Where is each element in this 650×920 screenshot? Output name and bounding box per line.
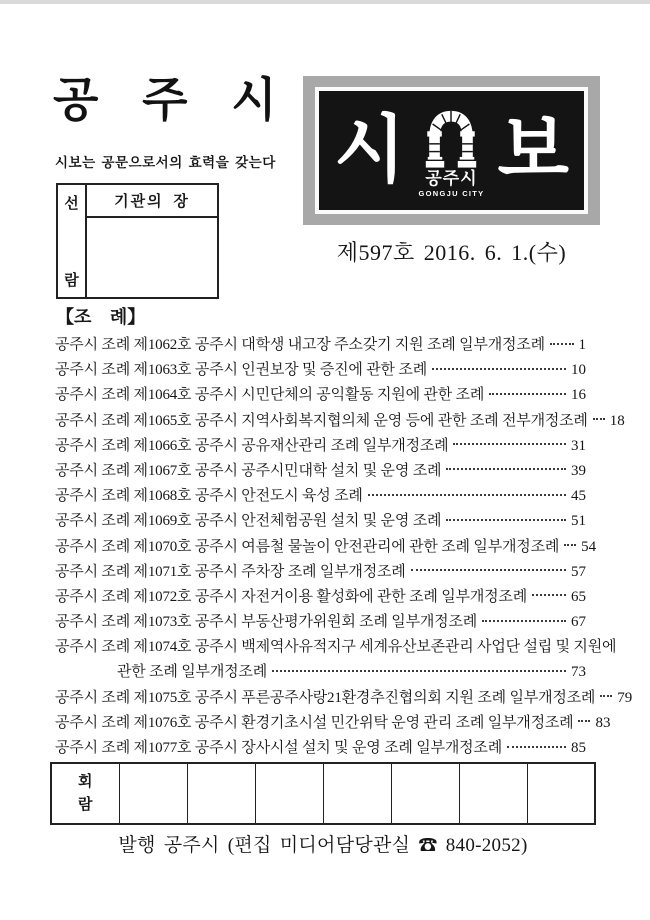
toc-entry-text: 공주시 조례 제1072호 공주시 자전거이용 활성화에 관한 조례 일부개정조례	[55, 588, 528, 605]
review-stamp-right	[87, 185, 217, 297]
toc-entry	[55, 610, 586, 635]
toc-entry	[55, 358, 586, 383]
toc-entry-page: 18	[609, 412, 625, 429]
circulation-empty-cell	[255, 763, 323, 824]
toc-entry-page: 10	[571, 362, 586, 379]
toc-entry-page: 65	[571, 588, 586, 605]
toc-entry-text: 공주시 조례 제1066호 공주시 공유재산관리 조례 일부개정조례	[55, 437, 449, 454]
toc-entry-page: 54	[581, 538, 597, 555]
toc-entry	[55, 333, 586, 358]
logo-right-char: 보	[497, 109, 569, 192]
toc-entry-text: 공주시 조례 제1075호 공주시 푸른공주사랑21환경추진협의회 지원 조례 일부개정조례	[55, 689, 596, 706]
circulation-empty-cell	[391, 763, 459, 824]
circulation-empty-cell	[527, 763, 595, 824]
dot-leader	[368, 494, 566, 496]
circulation-empty-cell	[323, 763, 391, 824]
review-label-char-bottom: 람	[64, 273, 79, 289]
publisher-footer: 발행 공주시 (편집 미디어담당관실 ☎ 840-2052)	[118, 835, 528, 856]
page-title: 공 주 시	[53, 75, 287, 127]
toc-entry	[55, 509, 586, 534]
toc-entry-text: 공주시 조례 제1073호 공주시 부동산평가위원회 조례 일부개정조례	[55, 614, 478, 631]
dot-leader	[482, 620, 566, 622]
circulation-box	[50, 762, 596, 825]
toc-entry-text: 공주시 조례 제1065호 공주시 지역사회복지협의체 운영 등에 관한 조례 전부개정조례	[55, 412, 588, 429]
toc-entry	[55, 383, 586, 408]
toc-entry-text: 공주시 조례 제1069호 공주시 안전체험공원 설치 및 운영 조례	[55, 513, 442, 530]
dot-leader	[564, 544, 576, 546]
toc-entry-text: 공주시 조례 제1076호 공주시 환경기초시설 민간위탁 운영 관리 조례 일부개정조례	[55, 714, 574, 731]
toc-entry-page: 67	[571, 614, 586, 631]
toc-entry	[55, 635, 617, 660]
circulation-empty-cell	[459, 763, 527, 824]
toc-entry	[55, 409, 625, 434]
review-stamp-box	[56, 183, 219, 299]
dot-leader	[600, 695, 612, 697]
toc-entry-text: 공주시 조례 제1068호 공주시 안전도시 육성 조례	[55, 488, 363, 505]
logo-city-name-kr: 공주시	[425, 169, 478, 189]
toc-entry-text: 공주시 조례 제1063호 공주시 인권보장 및 증진에 관한 조례	[55, 362, 427, 379]
dot-leader	[532, 594, 566, 596]
toc-list	[55, 333, 633, 761]
toc-entry	[55, 686, 633, 711]
toc-entry-page: 51	[571, 513, 586, 530]
arch-gate-icon	[420, 107, 482, 171]
toc-entry-text: 공주시 조례 제1070호 공주시 여름철 물놀이 안전관리에 관한 조례 일부개정조례	[55, 538, 560, 555]
dot-leader	[446, 468, 566, 470]
dot-leader	[507, 746, 566, 748]
toc-entry-page: 39	[571, 462, 586, 479]
toc-section-title: 【조 례】	[56, 307, 146, 327]
scan-edge-strip	[0, 0, 650, 4]
toc-entry-page: 73	[571, 664, 586, 681]
toc-entry-text: 공주시 조례 제1077호 공주시 장사시설 설치 및 운영 조례 일부개정조례	[55, 740, 502, 756]
toc-entry	[55, 560, 586, 585]
toc-entry-page: 1	[578, 337, 586, 353]
circulation-empty-cell	[119, 763, 187, 824]
dot-leader	[432, 368, 566, 370]
toc-entry-text: 공주시 조례 제1064호 공주시 시민단체의 공익활동 지원에 관한 조례	[55, 387, 485, 404]
toc-entry	[55, 484, 586, 509]
review-stamp-empty-cell	[87, 218, 217, 297]
toc-entry	[55, 535, 597, 560]
toc-entry	[55, 459, 586, 484]
logo-city-name-en: GONGJU CITY	[418, 188, 485, 198]
toc-entry-text: 공주시 조례 제1062호 공주시 대학생 내고장 주소갖기 지원 조례 일부개정조례	[55, 337, 545, 353]
masthead-logo-inner	[315, 87, 588, 214]
circulation-label-char: 회	[78, 774, 93, 790]
dot-leader	[411, 569, 566, 571]
dot-leader	[593, 418, 605, 420]
toc-entry-text: 공주시 조례 제1071호 공주시 주차장 조례 일부개정조례	[55, 563, 406, 580]
dot-leader	[550, 343, 574, 345]
toc-entry-text: 관한 조례 일부개정조례	[117, 664, 268, 681]
logo-center-emblem	[419, 107, 485, 198]
toc-entry-continuation	[55, 660, 586, 685]
logo-left-char: 시	[334, 109, 406, 192]
dot-leader	[453, 443, 566, 445]
toc-entry-page: 45	[571, 488, 586, 505]
toc-entry-text: 공주시 조례 제1067호 공주시 공주시민대학 설치 및 운영 조례	[55, 462, 442, 479]
dot-leader	[578, 720, 590, 722]
review-label-char-top: 선	[64, 196, 79, 212]
gazette-tagline: 시보는 공문으로서의 효력을 갖는다	[55, 155, 276, 170]
toc-entry	[55, 711, 611, 736]
dot-leader	[446, 519, 566, 521]
circulation-label-char: 람	[78, 796, 93, 813]
masthead-logo	[303, 76, 600, 225]
review-stamp-header: 기관의 장	[87, 185, 217, 218]
toc-entry-page: 16	[571, 387, 586, 404]
toc-entry	[55, 736, 586, 761]
toc-entry	[55, 434, 586, 459]
circulation-empty-cell	[187, 763, 255, 824]
toc-entry-page: 31	[571, 437, 586, 454]
dot-leader	[272, 670, 566, 672]
toc-entry-page: 83	[595, 714, 611, 731]
toc-entry-page: 85	[571, 740, 586, 756]
dot-leader	[489, 393, 566, 395]
review-stamp-side-label	[58, 185, 87, 297]
toc-entry-page: 79	[617, 689, 633, 706]
circulation-label-cell	[51, 763, 119, 824]
toc-entry-page: 57	[571, 563, 586, 580]
issue-number-and-date: 제597호 2016. 6. 1.(수)	[336, 240, 567, 265]
toc-entry-text: 공주시 조례 제1074호 공주시 백제역사유적지구 세계유산보존관리 사업단 설립 및 지원에	[55, 639, 617, 656]
toc-entry	[55, 585, 586, 610]
